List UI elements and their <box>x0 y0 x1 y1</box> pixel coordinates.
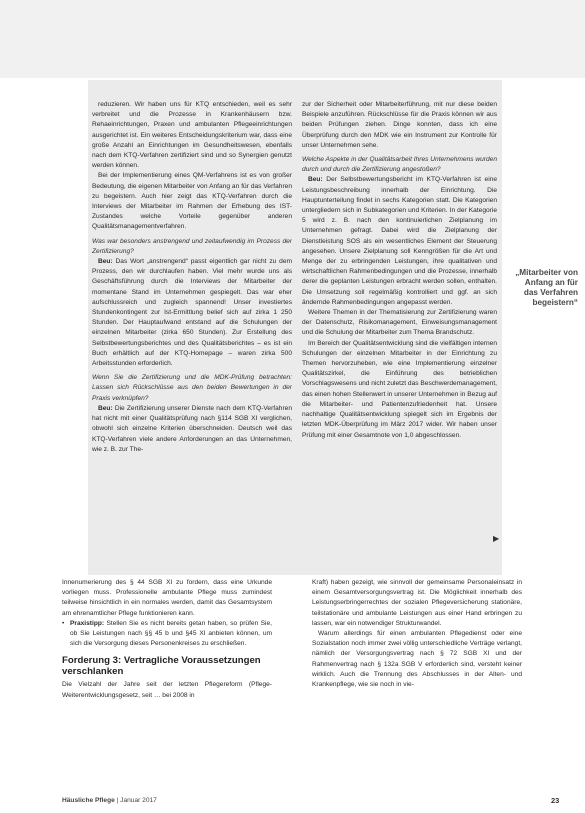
top-header-band <box>0 0 585 78</box>
paragraph-text: Stellen Sie es nicht bereits getan haben, so prüfen Sie, ob Sie Leistungen nach §§ 45 b und §45 XI anbieten können, um sich die Versorgung dieses Personenkreises zu erschließen. <box>70 619 272 648</box>
paragraph-text: Was war besonders anstrengend und zeitaufwendig im Prozess der Zertifizierung? <box>92 237 292 255</box>
issue-date: | Januar 2017 <box>114 797 157 804</box>
interview-column-right <box>302 100 500 570</box>
interview-question <box>302 155 497 175</box>
paragraph <box>92 171 292 232</box>
section-heading: Forderung 3: Vertragliche Voraussetzungen verschlanken <box>62 655 261 678</box>
speaker-label: Beu: <box>308 176 323 184</box>
paragraph-text: reduzieren. Wir haben uns für KTQ entschieden, weil es sehr verbreitet und die Prozesse in Krankenhäusern bzw. Rehaeinrichtungen, Praxen und ambulanten Pflegeeinrichtungen ausgerichtet ist. Ein weiteres Entscheidungskriterium war, dass eine große Anzahl an Einrichtungen im Gesundheitswesen, ebenfalls nach dem KTQ-Verfahren zertifiziert sind und so Synergien genutzt werden können. <box>92 101 292 170</box>
paragraph-text: Weitere Themen in der Thematisierung zur Zertifizierung waren der Datenschutz, Risikomanagement, Einweisungsmanagement und die Schulung der Mitarbeiter zum Thema Brandschutz. <box>302 309 497 337</box>
paragraph <box>312 629 522 690</box>
interview-answer <box>92 404 292 455</box>
interview-question <box>92 237 292 257</box>
interview-answer <box>92 257 292 369</box>
interview-column-left <box>92 100 292 570</box>
footer-label <box>62 797 157 804</box>
paragraph <box>302 339 497 441</box>
paragraph <box>62 680 272 700</box>
interview-answer <box>302 175 497 308</box>
article-column-right <box>312 578 522 790</box>
paragraph <box>62 578 272 619</box>
paragraph <box>302 100 497 151</box>
paragraph-text: Welche Aspekte in der Qualitätsarbeit Ihres Unternehmens wurden durch und durch die Zertifizierung angestoßen? <box>302 156 497 174</box>
paragraph-text: Die Zertifizierung unserer Dienste nach dem KTQ-Verfahren hat nicht mit einer Qualitätsprüfung nach §114 SGB XI verglichen, obwohl sich einzelne Kriterien überschneiden. Deutsch weil das KTQ-Verfahren viele andere Anforderungen an das Unternehmen, wie z. B. zur The- <box>92 404 292 453</box>
paragraph-text: Innenumerierung des § 44 SGB XI zu fordern, dass eine Urkunde vorliegen muss. Professionelle ambulante Pflege muss zumindest teilweise hinsichtlich in ein normales werden, damit das Gesamtsystem am ehrenamtlicher Pflege funktionieren kann. <box>62 579 272 617</box>
page-number: 23 <box>551 796 560 805</box>
page-footer <box>0 794 585 813</box>
speaker-label: Praxistipp: <box>70 619 105 627</box>
paragraph <box>312 578 522 629</box>
journal-name: Häusliche Pflege <box>62 797 115 804</box>
speaker-label: Beu: <box>98 404 113 412</box>
paragraph-text: Im Bereich der Qualitätsentwicklung sind die vielfältigen internen Schulungen der einzelnen Mitarbeiter in der Einrichtung zu Themen hervorzuheben, wie eine Implementierung einzelner Qualitätszirkel, die Einführung des betrieblichen Vorschlagswesens und nicht zuletzt das Beschwerdemanagement, das einen hohen Stellenwert in unserer Unternehmen in Bezug auf die Mitarbeiter- und Patientenzufriedenheit hat. Unsere nachhaltige Qualitätsentwicklung spiegelt sich im Ergebnis der letzten MDK-Überprüfung im März 2017 wider. Wir haben unser Prüfung mit einer Gesamtnote von 1,0 abgeschlossen. <box>302 339 497 439</box>
paragraph-text: Das Wort „anstrengend“ passt eigentlich gar nicht zu dem Prozess, den wir durchlaufen haben. Viel mehr wurde uns als Geschäftsführung durch die Interviews der Mitarbeiter der momentane Stand im Unternehmen gespiegelt. Das war eher aufschlussreich und zugleich spannend! Unser investiertes Stundenkontingent zur Ist-Ermittlung belief sich auf zirka 1 250 Stunden. Der Hauptaufwand entstand auf die Schulungen der einzelnen Mitarbeiter (zirka 650 Stunden). Zur Erstellung des Selbstbewertungsberichtes und des Qualitätsberichtes – es ist ein Buch erhältlich auf der KTQ-Homepage – waren zirka 500 Arbeitsstunden erforderlich. <box>92 258 292 368</box>
pull-quote: „Mitarbeiter von Anfang an für das Verfahren begeistern“ <box>515 268 578 307</box>
paragraph-text: Warum allerdings für einen ambulanten Pflegedienst oder eine Sozialstation noch immer zwei völlig unterschiedliche Verträge verlangt, nämlich der Versorgungsvertrag nach § 72 SGB XI und der Rahmenvertrag nach § 132a SGB V erforderlich sind, versteht keiner wirklich. Auch die Trennung des Abschlusses in der Alten- und Krankenpflege, wie sie noch in vie- <box>312 630 522 689</box>
paragraph-text: Kraft) haben gezeigt, wie sinnvoll der gemeinsame Personaleinsatz in einem Gesamtversorgungsvertrag ist. Die Möglichkeit innerhalb des Leistungserbringerrechtes der sozialen Pflegeversicherung stationäre, teilstationäre und ambulante Leistungen aus einer Hand erbringen zu lassen, war ein notwendiger Strukturwandel. <box>312 579 522 627</box>
paragraph <box>302 308 497 339</box>
paragraph-text: zur der Sicherheit oder Mitarbeiterführung, mit nur diese beiden Beispiele anzuführen. Rückschlüsse für die Praxis können wir aus beiden Prüfungen ziehen. Dinge konnten, dass ich eine Überprüfung durch den MDK wie ein Instrument zur Kontrolle für unser Unternehmen sehe. <box>302 101 497 149</box>
paragraph <box>92 100 292 171</box>
bullet-item <box>62 619 272 650</box>
article-column-left <box>62 578 272 790</box>
paragraph-text: Die Vielzahl der Jahre seit der letzten Pflegereform (Pflege-Weiterentwicklungsgesetz, seit … bei 2008 in <box>62 681 272 699</box>
paragraph-text: Wenn Sie die Zertifizierung und die MDK-Prüfung betrachten: Lassen sich Rückschlüsse aus den beiden Bewertungen in der Praxis verknüpfen? <box>92 374 292 402</box>
paragraph-text: Bei der Implementierung eines QM-Verfahrens ist es von großer Bedeutung, die eigenen Mitarbeiter von Anfang an für das Verfahren zu begeistern. Auch hier zeigt das KTQ-Verfahren durch die Interviews der Mitarbeiter im Rahmen der Erhebung des IST-Zustandes welche Vorteile gegenüber anderen Qualitätsmanagementverfahren. <box>92 172 292 231</box>
paragraph-text: Der Selbstbewertungsbericht im KTQ-Verfahren ist eine Leistungsbeschreibung innerhalb der Einrichtung. Die Hauptunterteilung findet in sechs Kategorien statt. Die Kategorien untergliedern sich in Subkategorien und Kriterien. In der Kategorie 5 wird z. B. nach den kontinuierlichen Zielplanung im Unternehmen gefragt. Dabei wird die Zielplanung der Dienstleistung SOS als ein wesentliches Element der Steuerung angesehen. Unsere Zielplanung soll Kenngrößen für die Art und Menge der zu erbringenden Leistungen, ihre qualitativen und wirtschaftlichen Rahmenbedingungen und die Prozesse, innerhalb derer die geplanten Leistungen erbracht werden sollen, enthalten. Die Umsetzung soll regelmäßig kontrolliert und ggf. an sich ändernde Rahmenbedingungen angepasst werden. <box>302 176 497 306</box>
speaker-label: Beu: <box>98 258 113 266</box>
interview-question <box>92 373 292 404</box>
continue-arrow-icon: ▶ <box>493 534 500 543</box>
